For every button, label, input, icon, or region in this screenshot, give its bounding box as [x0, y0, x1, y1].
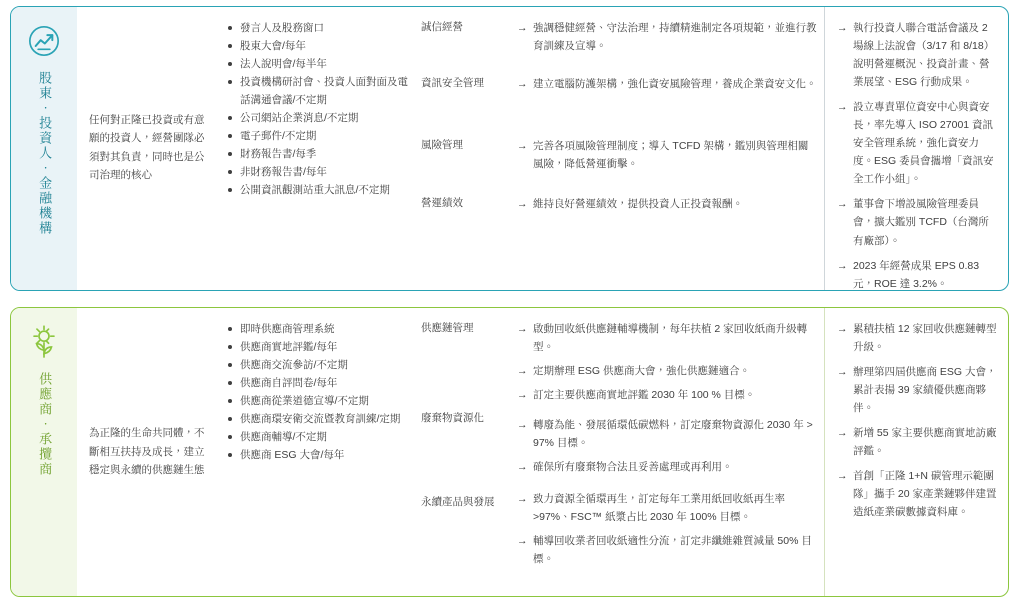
engagement-results-list — [824, 7, 1008, 290]
list-item: 供應商自評問卷/每年 — [227, 374, 413, 392]
material-topic-names — [421, 320, 517, 596]
result-item — [837, 19, 998, 91]
engagement-channels-list — [225, 7, 421, 290]
action-item — [517, 490, 818, 526]
arrow-right-icon: → — [517, 78, 528, 90]
result-text: 累積扶植 12 家回收供應鏈轉型升級。 — [853, 323, 997, 354]
stakeholder-description: 為正隆的生命共同體，不斷相互扶持及成長，建立穩定與永續的供應鏈生態 — [89, 427, 205, 477]
action-text: 強調穩健經營、守法治理，持續精進制定各項規範，並進行教育訓練及宣導。 — [533, 22, 817, 53]
action-text: 轉廢為能、發展循環低碳燃料，訂定廢棄物資源化 2030 年 > 97% 目標。 — [533, 419, 813, 450]
engagement-results-list — [824, 308, 1008, 596]
stakeholder-label: 股東‧投資人‧金融機構 — [37, 71, 53, 236]
result-text: 新增 55 家主要供應商實地訪廠評鑑。 — [853, 427, 997, 458]
action-text: 建立電腦防護架構，強化資安風險管理，養成企業資安文化。 — [533, 78, 817, 90]
list-item: 供應商從業道德宣導/不定期 — [227, 392, 413, 410]
arrow-right-icon: → — [837, 22, 848, 34]
material-topic-name: 廢棄物資源化 — [421, 412, 484, 424]
material-topic — [421, 494, 517, 511]
arrow-right-icon: → — [837, 323, 848, 335]
action-item — [517, 386, 818, 404]
arrow-right-icon: → — [837, 366, 848, 379]
action-item — [517, 416, 818, 452]
action-text: 致力資源全循環再生，訂定每年工業用紙回收紙再生率 >97%、FSC™ 紙漿占比 2030 年 100% 目標。 — [533, 493, 785, 524]
arrow-right-icon: → — [517, 365, 528, 378]
result-item — [837, 98, 998, 188]
arrow-right-icon: → — [517, 389, 528, 402]
result-text: 董事會下增設風險管理委員會，擴大鑑別 TCFD（台灣所有廠部）。 — [853, 198, 989, 247]
stakeholder-strip-suppliers — [11, 308, 77, 596]
list-item: 供應商輔導/不定期 — [227, 428, 413, 446]
material-topic-name: 風險管理 — [421, 139, 463, 151]
material-topic — [421, 19, 517, 75]
material-topic — [421, 320, 517, 410]
list-item: 公司網站企業消息/不定期 — [227, 109, 413, 127]
material-topics-section — [421, 7, 824, 290]
material-topic — [421, 75, 517, 137]
material-topic-names — [421, 19, 517, 290]
arrow-right-icon: → — [517, 535, 528, 548]
result-text: 辦理第四屆供應商 ESG 大會，累計表揚 39 家績優供應商夥伴。 — [853, 366, 997, 415]
stakeholder-card-suppliers — [10, 307, 1009, 597]
list-item: 供應商交流參訪/不定期 — [227, 356, 413, 374]
stakeholder-card-shareholders — [10, 6, 1009, 291]
material-topic-name: 供應鏈管理 — [421, 322, 474, 334]
result-item — [837, 320, 998, 356]
list-item: 法人說明會/每半年 — [227, 55, 413, 73]
arrow-right-icon: → — [517, 323, 528, 335]
material-topic — [421, 137, 517, 195]
arrow-right-icon: → — [517, 461, 528, 474]
list-item: 電子郵件/不定期 — [227, 127, 413, 145]
material-topics-section — [421, 308, 824, 596]
result-item — [837, 363, 998, 417]
list-item: 投資機構研討會、投資人面對面及電話溝通會議/不定期 — [227, 73, 413, 109]
shareholder-growth-icon — [24, 21, 64, 61]
action-text: 維持良好營運績效，提供投資人正投資報酬。 — [533, 198, 743, 210]
engagement-channels-list — [225, 308, 421, 596]
list-item: 非財務報告書/每年 — [227, 163, 413, 181]
result-item — [837, 424, 998, 460]
list-item: 供應商 ESG 大會/每年 — [227, 446, 413, 464]
arrow-right-icon: → — [837, 101, 848, 114]
action-item — [517, 195, 818, 213]
material-topic-actions — [517, 19, 824, 290]
result-text: 設立專責單位資安中心與資安長，率先導入 ISO 27001 資訊安全管理系統，強化資安力度。ESG 委員會攜增「資訊安全工作小組」。 — [853, 101, 994, 186]
result-text: 執行投資人聯合電話會議及 2 場線上法說會（3/17 和 8/18）說明營運概況、投資計畫、營業展望、ESG 行動成果。 — [853, 22, 995, 89]
stakeholder-description: 任何對正隆已投資或有意願的投資人，經營團隊必須對其負責，同時也是公司治理的核心 — [89, 114, 205, 182]
arrow-right-icon: → — [837, 259, 848, 272]
material-topic-actions — [517, 320, 824, 596]
arrow-right-icon: → — [837, 427, 848, 440]
action-text: 啟動回收紙供應鏈輔導機制，每年扶植 2 家回收紙商升級轉型。 — [533, 323, 808, 354]
arrow-right-icon: → — [517, 140, 528, 152]
material-topic-name: 誠信經營 — [421, 21, 463, 33]
result-text: 首創「正隆 1+N 碳管理示範團隊」攜手 20 家產業鏈夥伴建置造紙產業碳數據資料庫。 — [853, 470, 997, 519]
list-item: 財務報告書/每季 — [227, 145, 413, 163]
action-text: 定期辦理 ESG 供應商大會，強化供應鏈適合。 — [533, 365, 751, 378]
material-topic — [421, 195, 517, 212]
action-item — [517, 137, 818, 189]
action-item — [517, 532, 818, 568]
material-topic — [421, 410, 517, 494]
material-topic-name: 資訊安全管理 — [421, 77, 484, 89]
arrow-right-icon: → — [517, 22, 528, 34]
stakeholder-strip-shareholders — [11, 7, 77, 290]
arrow-right-icon: → — [837, 198, 848, 211]
supplier-gear-plant-icon — [24, 322, 64, 362]
action-item — [517, 458, 818, 476]
list-item: 發言人及股務窗口 — [227, 19, 413, 37]
action-text: 輔導回收業者回收紙適性分流，訂定非纖維雜質減量 50% 目標。 — [533, 535, 812, 566]
list-item: 股東大會/每年 — [227, 37, 413, 55]
list-item: 供應商實地評鑑/每年 — [227, 338, 413, 356]
action-text: 確保所有廢棄物合法且妥善處理或再利用。 — [533, 461, 733, 474]
list-item: 供應商環安衛交流暨教育訓練/定期 — [227, 410, 413, 428]
result-item — [837, 195, 998, 249]
action-item — [517, 75, 818, 131]
result-text: 2023 年經營成果 EPS 0.83 元，ROE 達 3.2%。 — [853, 259, 980, 290]
action-text: 完善各項風險管理制度；導入 TCFD 架構，鑑別與管理相關風險，降低營運衝擊。 — [533, 140, 809, 171]
arrow-right-icon: → — [517, 493, 528, 506]
arrow-right-icon: → — [517, 419, 528, 432]
arrow-right-icon: → — [837, 470, 848, 483]
action-item — [517, 320, 818, 356]
action-item — [517, 19, 818, 69]
action-item — [517, 362, 818, 380]
arrow-right-icon: → — [517, 198, 528, 210]
list-item: 公開資訊觀測站重大訊息/不定期 — [227, 181, 413, 199]
list-item: 即時供應商管理系統 — [227, 320, 413, 338]
action-text: 訂定主要供應商實地評鑑 2030 年 100 % 目標。 — [533, 389, 756, 402]
result-item — [837, 257, 998, 291]
stakeholder-label: 供應商‧承攬商 — [37, 372, 53, 477]
material-topic-name: 永續產品與發展 — [421, 496, 495, 508]
result-item — [837, 467, 998, 521]
material-topic-name: 營運績效 — [421, 197, 463, 209]
